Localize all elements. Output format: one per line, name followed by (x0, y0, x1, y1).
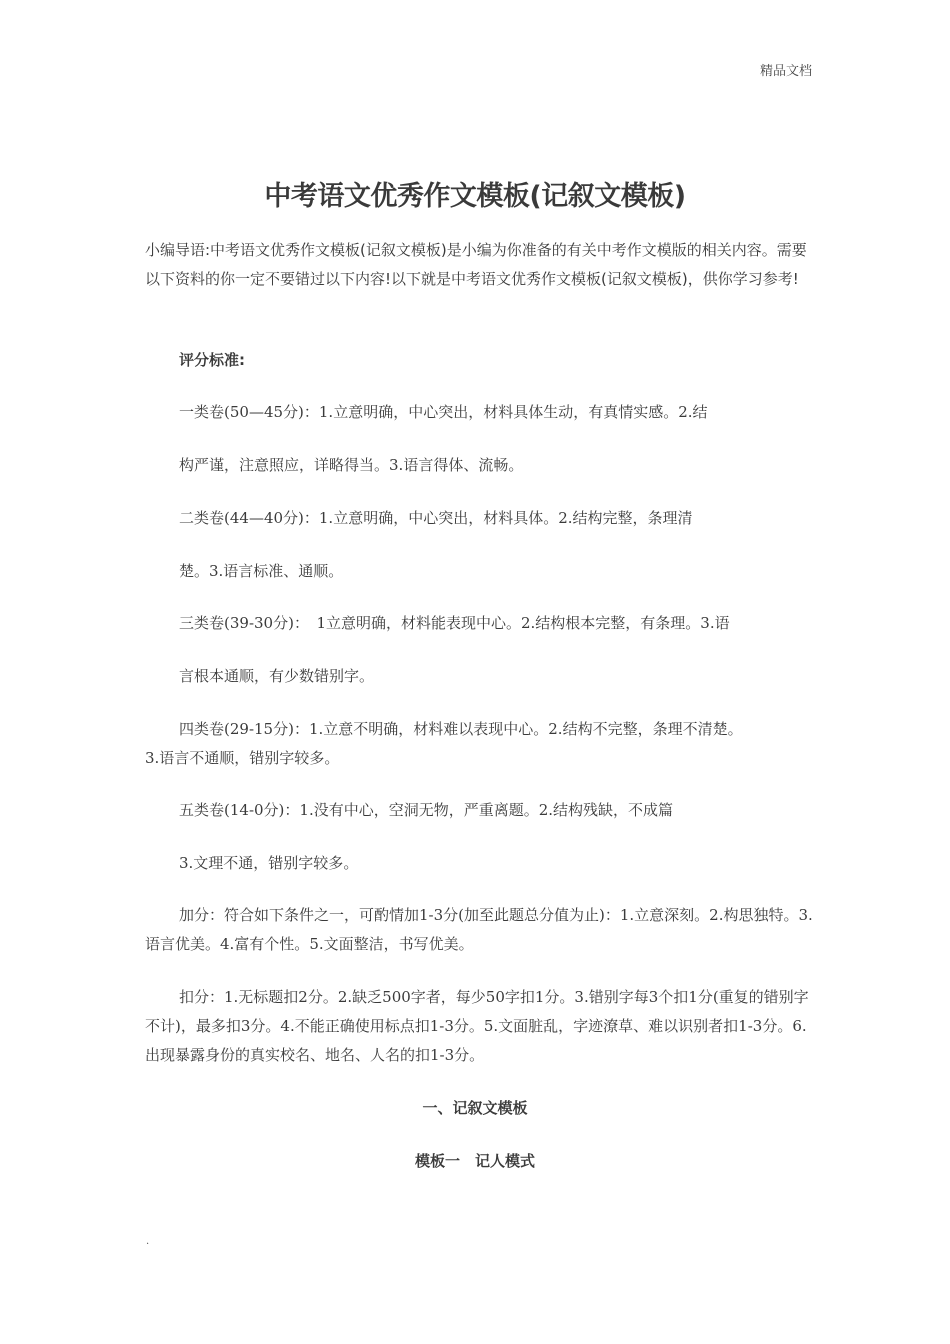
footer-dot: . (146, 1236, 150, 1247)
class4-line-1: 四类卷(29-15分)：1.立意不明确，材料难以表现中心。2.结构不完整，条理不清楚。 (179, 720, 743, 738)
scoring-heading: 评分标准: (179, 351, 245, 369)
class1-line-2: 构严谨，注意照应，详略得当。3.语言得体、流畅。 (179, 456, 524, 474)
header-watermark-text: 精品文档 (760, 64, 813, 79)
class4-line-2: 3.语言不通顺，错别字较多。 (145, 749, 340, 767)
intro-paragraph: 小编导语:中考语文优秀作文模板(记叙文模板)是小编为你准备的有关中考作文模版的相关内容。需要以下资料的你一定不要错过以下内容!以下就是中考语文优秀作文模板(记叙文模板)，供你学习参考! (145, 241, 807, 288)
subsection-heading: 模板一 记人模式 (414, 1152, 535, 1170)
class1-line-1: 一类卷(50—45分)：1.立意明确，中心突出，材料具体生动，有真情实感。2.结 (179, 403, 708, 421)
class3-line-1: 三类卷(39-30分)： 1立意明确，材料能表现中心。2.结构根本完整，有条理。3.语 (179, 614, 730, 632)
section-heading: 一、记叙文模板 (422, 1099, 528, 1117)
class5-line-1: 五类卷(14-0分)：1.没有中心，空洞无物，严重离题。2.结构残缺，不成篇 (179, 801, 674, 819)
page-title: 中考语文优秀作文模板(记叙文模板) (264, 181, 686, 212)
class5-line-2: 3.文理不通，错别字较多。 (179, 854, 359, 872)
class2-line-2: 楚。3.语言标准、通顺。 (179, 562, 344, 580)
class2-line-1: 二类卷(44—40分)：1.立意明确，中心突出，材料具体。2.结构完整，条理清 (179, 509, 693, 527)
class3-line-2: 言根本通顺，有少数错别字。 (179, 667, 375, 685)
deduction-paragraph: 扣分：1.无标题扣2分。2.缺乏500字者，每少50字扣1分。3.错别字每3个扣1分(重复的错别字不计)，最多扣3分。4.不能正确使用标点扣1-3分。5.文面脏乱，字迹潦草、难以识别者扣1-3分。6.出现暴露身份的真实校名、地名、人名的扣1-3分。 (145, 988, 809, 1064)
bonus-paragraph: 加分：符合如下条件之一，可酌情加1-3分(加至此题总分值为止)：1.立意深刻。2.构思独特。3.语言优美。4.富有个性。5.文面整洁，书写优美。 (145, 906, 813, 953)
